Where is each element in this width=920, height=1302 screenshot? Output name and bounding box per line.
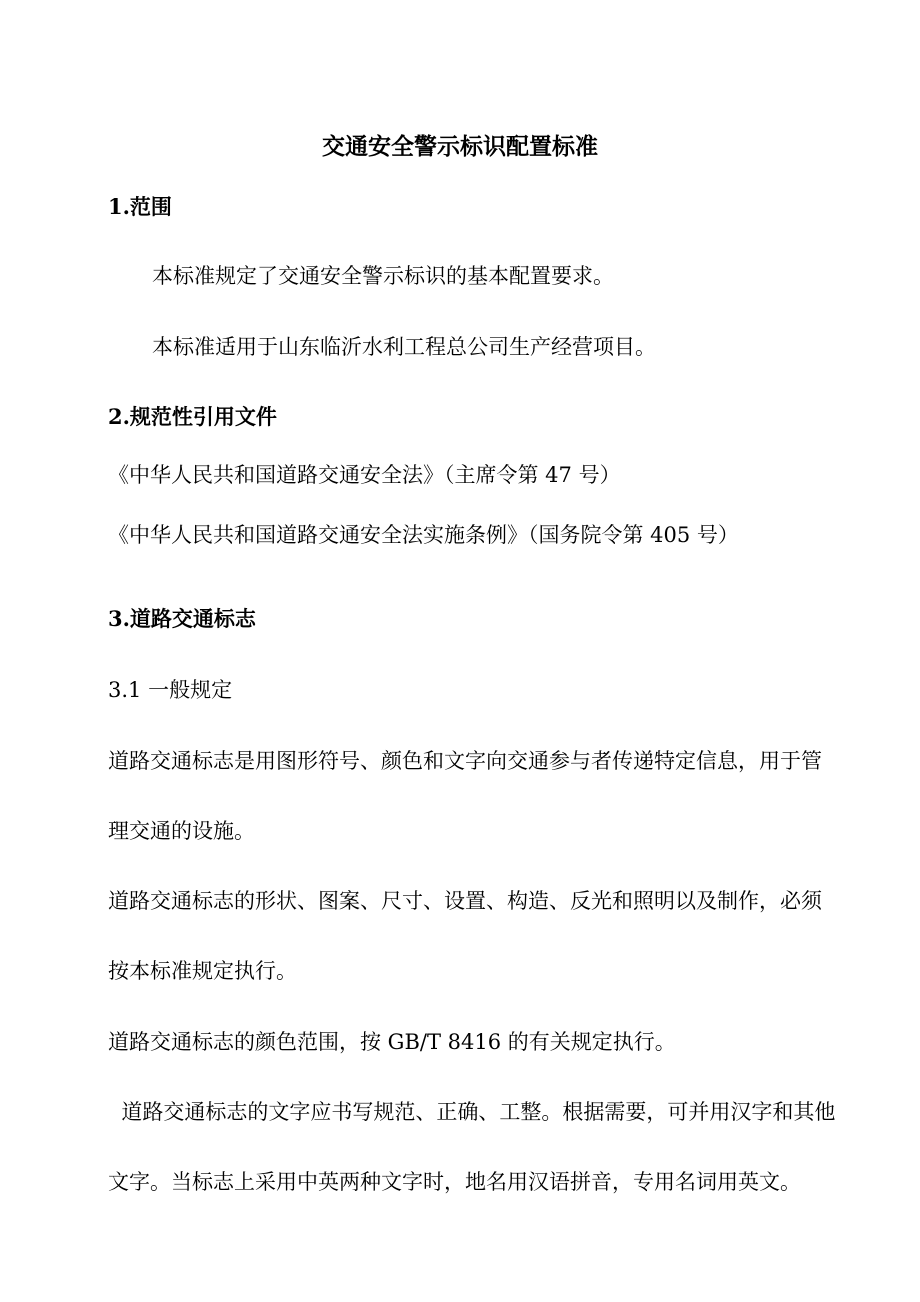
section-3-paragraph-3: 道路交通标志的颜色范围，按 GB/T 8416 的有关规定执行。	[108, 1030, 676, 1054]
section-3-paragraph-2-line-1: 道路交通标志的形状、图案、尺寸、设置、构造、反光和照明以及制作，必须	[108, 889, 822, 913]
section-3-heading: 3.道路交通标志	[108, 606, 256, 631]
subsection-3-1-heading: 3.1 一般规定	[108, 678, 233, 702]
reference-2: 《中华人民共和国道路交通安全法实施条例》（国务院令第 405 号）	[108, 523, 739, 547]
section-3-paragraph-2-line-2: 按本标准规定执行。	[108, 959, 297, 983]
document-title: 交通安全警示标识配置标准	[322, 133, 598, 160]
section-1-paragraph-2: 本标准适用于山东临沂水利工程总公司生产经营项目。	[152, 335, 656, 359]
section-3-paragraph-1-line-1: 道路交通标志是用图形符号、颜色和文字向交通参与者传递特定信息，用于管	[108, 749, 822, 773]
section-3-paragraph-1-line-2: 理交通的设施。	[108, 819, 255, 843]
section-2-heading: 2.规范性引用文件	[108, 404, 277, 429]
section-1-paragraph-1: 本标准规定了交通安全警示标识的基本配置要求。	[152, 264, 614, 288]
section-3-paragraph-4-line-1: 道路交通标志的文字应书写规范、正确、工整。根据需要，可并用汉字和其他	[108, 1100, 836, 1124]
section-1-heading: 1.范围	[108, 194, 172, 219]
section-3-paragraph-4-line-2: 文字。当标志上采用中英两种文字时，地名用汉语拼音，专用名词用英文。	[108, 1170, 801, 1194]
reference-1: 《中华人民共和国道路交通安全法》（主席令第 47 号）	[108, 463, 621, 487]
